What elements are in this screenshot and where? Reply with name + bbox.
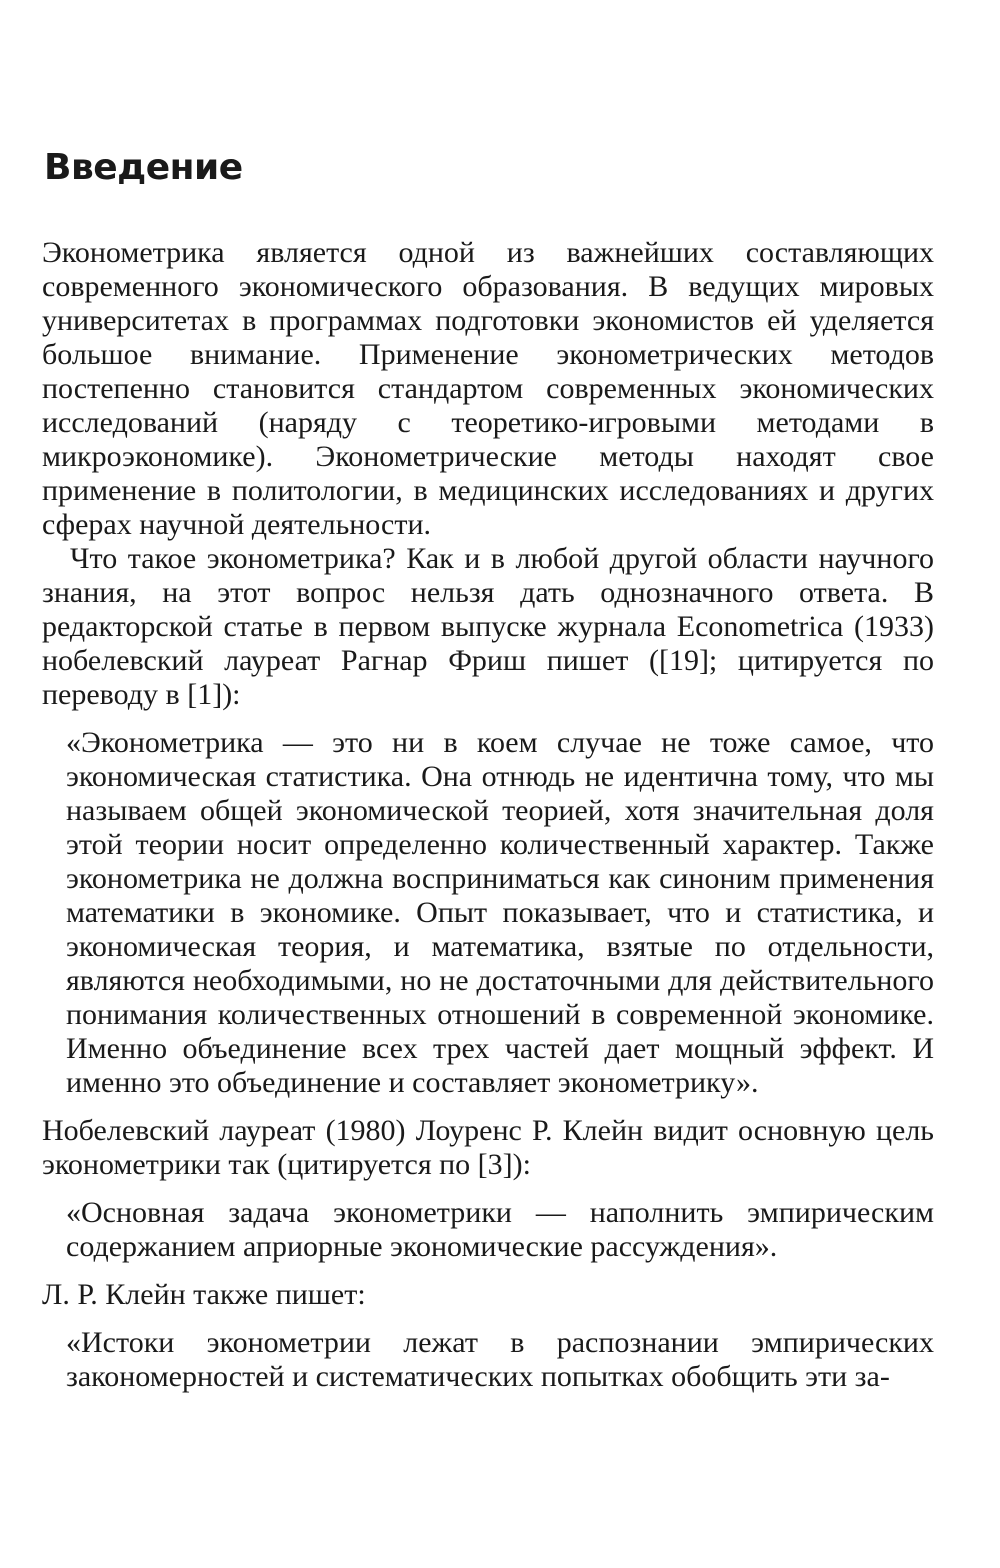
quote-klein-2: «Истоки эконометрии лежат в распознании эмпирических закономерностей и систематических попытках обобщить эти за- bbox=[66, 1326, 934, 1393]
paragraph-klein: Нобелевский лауреат (1980) Лоуренс Р. Клейн видит основную цель эконометрики так (цитируется по [3]): bbox=[42, 1114, 934, 1181]
paragraph-what-is: Что такое эконометрика? Как и в любой другой области научного знания, на этот вопрос нельзя дать однозначного ответа. В редакторской статье в первом выпуске журнала Econometrica (1933) нобелевский лауреат Рагнар Фриш пишет ([19]; цитируется по переводу в [1]): bbox=[42, 542, 934, 711]
paragraph-intro: Эконометрика является одной из важнейших составляющих современного экономического образования. В ведущих мировых университетах в программах подготовки экономистов ей уделяется большое внимание. Применение эконометрических методов постепенно становится стандартом современных экономических исследований (наряду с теоретико-игровыми методами в микроэкономике). Эконометрические методы находят свое применение в политологии, в медицинских исследованиях и других сферах научной деятельности. bbox=[42, 236, 934, 541]
paragraph-klein-also: Л. Р. Клейн также пишет: bbox=[42, 1278, 366, 1311]
quote-frisch: «Эконометрика — это ни в коем случае не тоже самое, что экономическая статистика. Она отнюдь не идентична тому, что мы называем общей экономической теорией, хотя значительная доля этой теории носит определенно количественный характер. Также эконометрика не должна восприниматься как синоним применения математики в экономике. Опыт показывает, что и статистика, и экономическая теория, и математика, взятые по отдельности, являются необходимыми, но не достаточными для действительного понимания количественных отношений в современной экономике. Именно объединение всех трех частей дает мощный эффект. И именно это объединение и составляет эконометрику». bbox=[66, 726, 934, 1099]
body-text bbox=[42, 236, 934, 1408]
quote-klein-1: «Основная задача эконометрики — наполнить эмпирическим содержанием априорные экономические рассуждения». bbox=[66, 1196, 934, 1263]
page-title: Введение bbox=[44, 147, 243, 188]
